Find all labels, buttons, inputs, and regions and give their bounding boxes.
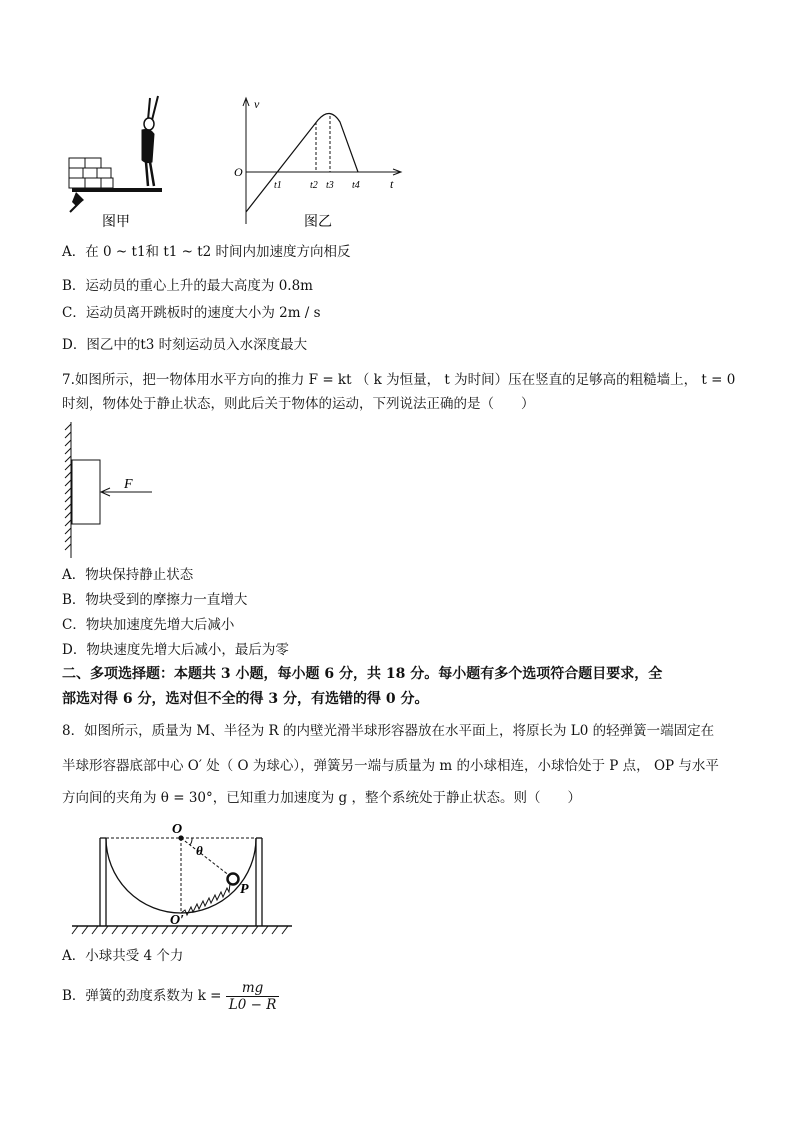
fraction-denominator: L0 − R — [228, 997, 277, 1013]
q8-figure-hemisphere — [66, 818, 298, 940]
figure-yi-vt-graph — [230, 92, 410, 232]
tick-t1: t1 — [274, 180, 282, 191]
force-label: F — [124, 477, 133, 492]
q7-stem-line2: 时刻，物体处于静止状态，则此后关于物体的运动，下列说法正确的是（ ） — [62, 396, 535, 412]
q6-option-d: D．图乙中的t3 时刻运动员入水深度最大 — [62, 337, 308, 353]
ball-P — [228, 874, 239, 885]
q6-option-a: A．在 0 ~ t1和 t1 ~ t2 时间内加速度方向相反 — [62, 244, 351, 260]
origin-label: O — [234, 165, 243, 179]
section2-header-line2: 部选对得 6 分，选对但不全的得 3 分，有选错的得 0 分。 — [62, 691, 429, 707]
v-axis-label: v — [254, 97, 260, 111]
label-O-prime: O′ — [170, 913, 185, 928]
q7-stem-line1: 7.如图所示，把一物体用水平方向的推力 F = kt （ k 为恒量， t 为时间）压在竖直的足够高的粗糙墙上， t = 0 — [62, 372, 736, 388]
tick-t4: t4 — [352, 180, 360, 191]
q8-stem-line1: 8．如图所示，质量为 M、半径为 R 的内壁光滑半球形容器放在水平面上，将原长为 L0 的轻弹簧一端固定在 — [62, 723, 715, 739]
vt-curve — [246, 113, 358, 212]
tick-t2: t2 — [310, 180, 318, 191]
t-axis-label: t — [390, 177, 394, 191]
q8-option-b — [62, 980, 279, 1013]
q8-stem-line3: 方向间的夹角为 θ = 30°，已知重力加速度为 g ，整个系统处于静止状态。则（ ） — [62, 790, 581, 806]
figure-yi-label: 图乙 — [304, 215, 332, 230]
q8-option-b-prefix: B．弹簧的劲度系数为 k = — [62, 988, 222, 1004]
q6-option-c: C．运动员离开跳板时的速度大小为 2m / s — [62, 305, 321, 321]
q8-stem-line2: 半球形容器底部中心 O′ 处（ O 为球心），弹簧另一端与质量为 m 的小球相连，小球恰处于 P 点， OP 与水平 — [62, 758, 719, 774]
figure-jia-diver — [62, 92, 182, 232]
q8-option-a: A．小球共受 4 个力 — [62, 948, 184, 964]
stiffness-fraction — [226, 980, 280, 1013]
section2-header-line1: 二、多项选择题：本题共 3 小题，每小题 6 分，共 18 分。每小题有多个选项符合题目要求，全 — [62, 666, 663, 682]
q6-option-b: B．运动员的重心上升的最大高度为 0.8m — [62, 278, 313, 294]
q7-option-a: A．物块保持静止状态 — [62, 567, 194, 583]
q7-option-d: D．物块速度先增大后减小，最后为零 — [62, 642, 289, 658]
tick-t3: t3 — [326, 180, 334, 191]
q7-option-c: C．物块加速度先增大后减小 — [62, 617, 235, 633]
spring — [181, 884, 230, 915]
label-theta: θ — [196, 843, 203, 858]
label-O: O — [172, 822, 183, 837]
fraction-numerator: mg — [226, 980, 280, 997]
q7-block — [72, 460, 100, 524]
figure-jia-label: 图甲 — [102, 215, 130, 230]
q7-option-b: B．物块受到的摩擦力一直增大 — [62, 592, 248, 608]
label-P: P — [240, 882, 249, 897]
q7-figure-wall-block — [62, 420, 172, 560]
